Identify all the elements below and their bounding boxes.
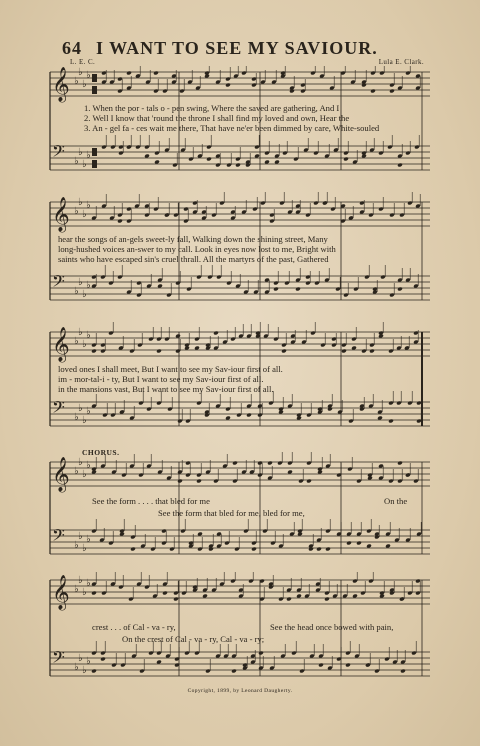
flat-sign-icon: ♭: [78, 653, 83, 664]
verse-1-line-1: 1. When the por - tals o - pen swing, Where the saved are gathering, And I: [84, 103, 340, 113]
note-head: [91, 591, 97, 596]
flat-sign-icon: ♭: [86, 534, 91, 545]
note-head: [324, 597, 330, 602]
note-head: [370, 89, 376, 94]
flat-sign-icon: ♭: [74, 336, 79, 347]
flat-sign-icon: ♭: [86, 280, 91, 291]
note-head: [356, 541, 362, 546]
flat-sign-icon: ♭: [74, 286, 79, 297]
treble-clef-icon: 𝄞: [52, 197, 70, 232]
time-signature-mark: [92, 86, 97, 94]
bass-clef-icon: 𝄢: [52, 397, 65, 421]
note-head: [400, 669, 406, 674]
verse-lines-1: [84, 103, 432, 134]
flat-sign-icon: ♭: [86, 330, 91, 341]
note-head: [273, 287, 279, 292]
flat-sign-icon: ♭: [86, 150, 91, 161]
flat-sign-icon: ♭: [82, 415, 87, 426]
treble-clef-icon: 𝄞: [52, 327, 70, 362]
flat-sign-icon: ♭: [74, 412, 79, 423]
flat-sign-icon: ♭: [74, 466, 79, 477]
flat-sign-icon: ♭: [78, 531, 83, 542]
flat-sign-icon: ♭: [82, 665, 87, 676]
bass-clef-icon: 𝄢: [52, 647, 65, 671]
note-head: [343, 157, 349, 162]
note-head: [251, 547, 257, 552]
note-head: [369, 349, 375, 354]
verse-1-line-2: hear the songs of an-gels sweet-ly fall, Walking down the shining street, Many: [58, 234, 328, 244]
note-head: [258, 651, 264, 656]
flat-sign-icon: ♭: [78, 67, 83, 78]
flat-sign-icon: ♭: [78, 403, 83, 414]
note-head: [308, 547, 314, 552]
note-head: [213, 331, 219, 336]
flat-sign-icon: ♭: [86, 460, 91, 471]
note-head: [177, 479, 183, 484]
flat-sign-icon: ♭: [86, 656, 91, 667]
note-head: [246, 413, 252, 418]
note-head: [295, 287, 301, 292]
chorus-label: CHORUS.: [82, 448, 120, 457]
note-head: [162, 591, 168, 596]
flat-sign-icon: ♭: [78, 277, 83, 288]
flat-sign-icon: ♭: [74, 662, 79, 673]
flat-sign-icon: ♭: [86, 70, 91, 81]
note-head: [416, 401, 422, 406]
chorus-line-1b: On the: [384, 496, 408, 506]
flat-sign-icon: ♭: [78, 327, 83, 338]
chorus-line-2: See the form that bled for me, bled for me,: [158, 508, 305, 518]
verse-2-line-3: im - mor-tal-i - ty, But I want to see my Sav-iour first of all.: [58, 374, 264, 385]
note-head: [316, 547, 322, 552]
note-head: [225, 83, 231, 88]
verse-1-line-3: loved ones I shall meet, But I want to see my Sav-iour first of all.: [58, 364, 283, 374]
flat-sign-icon: ♭: [82, 159, 87, 170]
note-head: [153, 71, 159, 76]
bass-clef-icon: 𝄢: [52, 525, 65, 549]
flat-sign-icon: ♭: [86, 200, 91, 211]
time-signature-mark: [92, 74, 97, 82]
flat-sign-icon: ♭: [82, 79, 87, 90]
note-head: [156, 349, 162, 354]
flat-sign-icon: ♭: [74, 206, 79, 217]
note-head: [318, 663, 324, 668]
flat-sign-icon: ♭: [82, 469, 87, 480]
verse-lines-2: [58, 234, 432, 265]
note-head: [388, 419, 394, 424]
treble-clef-icon: 𝄞: [52, 457, 70, 492]
note-head: [206, 157, 212, 162]
note-head: [173, 597, 179, 602]
bass-clef-icon: 𝄢: [52, 141, 65, 165]
note-head: [345, 663, 351, 668]
note-head: [196, 479, 202, 484]
verse-3-line-2: saints who have escaped sin's cruel thrall. All the martyrs of the past, Gathered: [58, 254, 329, 265]
note-head: [286, 597, 292, 602]
copyright-notice: Copyright, 1899, by Leonard Daugherty.: [187, 688, 293, 694]
verse-2-line-2: long-hushed voices an-swer to my call. Look in eyes now lost to me, Bright with: [58, 244, 336, 255]
flat-sign-icon: ♭: [74, 156, 79, 167]
note-head: [126, 71, 132, 76]
note-head: [341, 349, 347, 354]
flat-sign-icon: ♭: [78, 457, 83, 468]
note-head: [397, 287, 403, 292]
note-head: [267, 461, 273, 466]
time-signature-mark: [92, 148, 97, 156]
flat-sign-icon: ♭: [82, 587, 87, 598]
treble-clef-icon: 𝄞: [52, 67, 70, 102]
note-head: [91, 669, 97, 674]
note-head: [361, 83, 367, 88]
treble-clef-icon: 𝄞: [52, 575, 70, 610]
bass-clef-icon: 𝄢: [52, 271, 65, 295]
flat-sign-icon: ♭: [78, 147, 83, 158]
page-number: 64: [62, 38, 82, 58]
note-head: [346, 541, 352, 546]
flat-sign-icon: ♭: [86, 406, 91, 417]
note-head: [389, 89, 395, 94]
flat-sign-icon: ♭: [82, 209, 87, 220]
chorus-line-3a: crest . . . of Cal - va - ry,: [92, 622, 176, 632]
flat-sign-icon: ♭: [82, 543, 87, 554]
flat-sign-icon: ♭: [74, 76, 79, 87]
page-header: [62, 38, 440, 59]
note-head: [232, 461, 238, 466]
note-head: [327, 407, 333, 412]
chorus-line-3b: See the head once bowed with pain,: [270, 622, 394, 632]
note-head: [235, 163, 241, 168]
verse-lines-3: [58, 364, 432, 395]
verse-3-line-1: 3. An - gel fa - ces wait me there, That have ne'er been dimmed by care, White-souled: [84, 123, 380, 134]
note-head: [130, 547, 136, 552]
time-signature-mark: [92, 160, 97, 168]
note-head: [397, 163, 403, 168]
note-head: [397, 461, 403, 466]
verse-2-line-1: 2. Well I know that 'round the throne I shall find my loved and own, Hear the: [84, 113, 350, 124]
credits: [70, 58, 424, 66]
flat-sign-icon: ♭: [82, 289, 87, 300]
note-head: [208, 547, 214, 552]
flat-sign-icon: ♭: [74, 584, 79, 595]
flat-sign-icon: ♭: [74, 540, 79, 551]
note-head: [325, 547, 331, 552]
verse-3-line-3: in the mansions vast, But I want to see my Sav-iour first of all.: [58, 384, 274, 395]
chorus-line-4: On the crest of Cal - va - ry, Cal - va - ry;: [122, 634, 265, 644]
note-head: [91, 349, 97, 354]
note-head: [306, 479, 312, 484]
lyricist-credit: L. E. C.: [70, 58, 96, 66]
flat-sign-icon: ♭: [82, 339, 87, 350]
note-head: [100, 657, 106, 662]
note-head: [117, 219, 123, 224]
note-head: [281, 349, 287, 354]
flat-sign-icon: ♭: [78, 197, 83, 208]
composer-credit: Lula E. Clark.: [378, 58, 424, 66]
hymn-title: I WANT TO SEE MY SAVIOUR.: [96, 38, 378, 58]
note-head: [289, 89, 295, 94]
flat-sign-icon: ♭: [78, 575, 83, 586]
flat-sign-icon: ♭: [86, 578, 91, 589]
note-head: [231, 669, 237, 674]
chorus-line-1a: See the form . . . . that bled for me: [92, 496, 210, 506]
